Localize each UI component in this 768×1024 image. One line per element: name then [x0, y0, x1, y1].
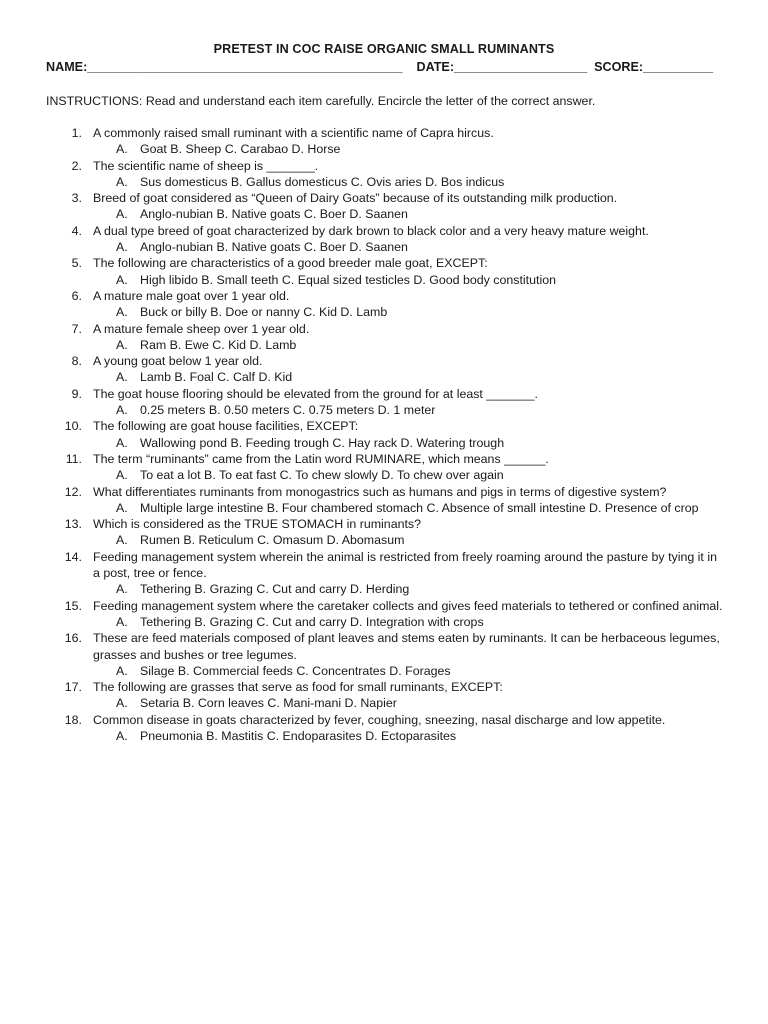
choice-options-text: Tethering B. Grazing C. Cut and carry D. Herding: [140, 582, 410, 597]
question-number: 16.: [64, 631, 82, 646]
question-text: Which is considered as the TRUE STOMACH in ruminants?: [93, 517, 422, 532]
question-item: [46, 353, 726, 386]
question-number: 3.: [71, 191, 82, 206]
question-number: 14.: [64, 549, 82, 564]
answer-choices: [46, 337, 726, 353]
question-text: The following are grasses that serve as food for small ruminants, EXCEPT:: [93, 680, 503, 695]
answer-choices: [46, 581, 726, 597]
choice-list-marker: A.: [116, 207, 128, 222]
choice-list-marker: A.: [116, 696, 128, 711]
question-item: [46, 451, 726, 484]
answer-choices: [46, 728, 726, 744]
choice-options-text: 0.25 meters B. 0.50 meters C. 0.75 meters D. 1 meter: [140, 403, 436, 418]
date-label: DATE:: [416, 60, 455, 74]
choice-list-marker: A.: [116, 272, 128, 287]
answer-choices: [46, 141, 726, 157]
question-number: 2.: [71, 158, 82, 173]
choice-list-marker: A.: [116, 142, 128, 157]
choice-options-text: Silage B. Commercial feeds C. Concentrates D. Forages: [140, 663, 451, 678]
answer-choices: [46, 304, 726, 320]
question-item: [46, 712, 726, 745]
question-item: [46, 484, 726, 517]
choice-options-text: Lamb B. Foal C. Calf D. Kid: [140, 370, 293, 385]
question-item: [46, 386, 726, 419]
answer-choices: [46, 206, 726, 222]
choice-list-marker: A.: [116, 582, 128, 597]
question-item: [46, 255, 726, 288]
document-title: PRETEST IN COC RAISE ORGANIC SMALL RUMINANTS: [213, 42, 555, 56]
choice-list-marker: A.: [116, 468, 128, 483]
choice-list-marker: A.: [116, 614, 128, 629]
question-text: Feeding management system wherein the animal is restricted from freely roaming around the pasture by tying it in a post, tree or fence.: [93, 549, 717, 581]
question-item: [46, 598, 726, 631]
choice-options-text: Anglo-nubian B. Native goats C. Boer D. Saanen: [140, 207, 408, 222]
question-text: Breed of goat considered as “Queen of Dairy Goats” because of its outstanding milk production.: [93, 191, 618, 206]
choice-options-text: Sus domesticus B. Gallus domesticus C. Ovis aries D. Bos indicus: [140, 174, 505, 189]
question-item: [46, 549, 726, 598]
answer-choices: [46, 500, 726, 516]
choice-list-marker: A.: [116, 174, 128, 189]
question-number: 6.: [71, 288, 82, 303]
question-number: 9.: [71, 386, 82, 401]
question-number: 13.: [64, 517, 82, 532]
question-number: 4.: [71, 223, 82, 238]
choice-list-marker: A.: [116, 663, 128, 678]
question-text: Feeding management system where the caretaker collects and gives feed materials to tethered or confined animal.: [93, 598, 723, 613]
name-label: NAME:: [46, 60, 88, 74]
question-item: [46, 288, 726, 321]
question-text: A mature male goat over 1 year old.: [93, 288, 290, 303]
question-text: The following are goat house facilities, EXCEPT:: [93, 419, 359, 434]
choice-list-marker: A.: [116, 337, 128, 352]
student-info-line: [46, 60, 726, 74]
choice-list-marker: A.: [116, 370, 128, 385]
question-list: [46, 125, 726, 744]
question-text: The goat house flooring should be elevated from the ground for at least _______.: [93, 386, 538, 401]
choice-options-text: To eat a lot B. To eat fast C. To chew slowly D. To chew over again: [140, 468, 504, 483]
choice-list-marker: A.: [116, 240, 128, 255]
name-blank: _____________________________________________: [87, 60, 403, 74]
question-number: 12.: [64, 484, 82, 499]
choice-list-marker: A.: [116, 500, 128, 515]
date-blank: ___________________: [454, 60, 588, 74]
answer-choices: [46, 663, 726, 679]
question-number: 5.: [71, 256, 82, 271]
answer-choices: [46, 402, 726, 418]
question-text: The term “ruminants” came from the Latin word RUMINARE, which means ______.: [93, 451, 549, 466]
answer-choices: [46, 239, 726, 255]
question-text: A young goat below 1 year old.: [93, 354, 263, 369]
question-number: 10.: [64, 419, 82, 434]
choice-list-marker: A.: [116, 728, 128, 743]
instructions-text: INSTRUCTIONS: Read and understand each item carefully. Encircle the letter of the correct answer.: [46, 94, 596, 108]
question-item: [46, 418, 726, 451]
choice-list-marker: A.: [116, 305, 128, 320]
question-item: [46, 516, 726, 549]
question-item: [46, 630, 726, 679]
question-item: [46, 158, 726, 191]
answer-choices: [46, 614, 726, 630]
question-text: These are feed materials composed of plant leaves and stems eaten by ruminants. It can be herbaceous legumes, grasses and bushes or tree legumes.: [93, 631, 720, 662]
answer-choices: [46, 695, 726, 711]
question-item: [46, 190, 726, 223]
question-text: A mature female sheep over 1 year old.: [93, 321, 310, 336]
answer-choices: [46, 532, 726, 548]
choice-options-text: High libido B. Small teeth C. Equal sized testicles D. Good body constitution: [140, 272, 556, 287]
choice-options-text: Anglo-nubian B. Native goats C. Boer D. Saanen: [140, 240, 408, 255]
choice-list-marker: A.: [116, 435, 128, 450]
question-item: [46, 679, 726, 712]
question-text: A commonly raised small ruminant with a scientific name of Capra hircus.: [93, 126, 494, 140]
choice-options-text: Setaria B. Corn leaves C. Mani-mani D. Napier: [140, 696, 397, 711]
choice-options-text: Pneumonia B. Mastitis C. Endoparasites D. Ectoparasites: [140, 728, 457, 743]
choice-list-marker: A.: [116, 403, 128, 418]
question-text: The following are characteristics of a good breeder male goat, EXCEPT:: [93, 256, 488, 271]
choice-options-text: Multiple large intestine B. Four chambered stomach C. Absence of small intestine D. Presence of crop: [140, 500, 699, 515]
score-label: SCORE:: [594, 60, 644, 74]
choice-options-text: Wallowing pond B. Feeding trough C. Hay rack D. Watering trough: [140, 435, 505, 450]
choice-options-text: Ram B. Ewe C. Kid D. Lamb: [140, 337, 297, 352]
question-number: 18.: [64, 712, 82, 727]
question-number: 15.: [64, 598, 82, 613]
question-text: The scientific name of sheep is _______.: [93, 158, 319, 173]
choice-options-text: Goat B. Sheep C. Carabao D. Horse: [140, 142, 341, 157]
question-number: 11.: [65, 451, 82, 466]
question-number: 8.: [71, 354, 82, 369]
question-number: 1.: [71, 126, 82, 140]
answer-choices: [46, 467, 726, 483]
answer-choices: [46, 174, 726, 190]
question-text: A dual type breed of goat characterized by dark brown to black color and a very heavy mature weight.: [93, 223, 649, 238]
question-item: [46, 321, 726, 354]
choice-options-text: Buck or billy B. Doe or nanny C. Kid D. Lamb: [140, 305, 388, 320]
question-text: Common disease in goats characterized by fever, coughing, sneezing, nasal discharge and low appetite.: [93, 712, 666, 727]
question-number: 17.: [64, 680, 82, 695]
answer-choices: [46, 435, 726, 451]
choice-options-text: Tethering B. Grazing C. Cut and carry D. Integration with crops: [140, 614, 484, 629]
question-number: 7.: [71, 321, 82, 336]
choice-list-marker: A.: [116, 533, 128, 548]
score-blank: __________: [643, 60, 714, 74]
question-text: What differentiates ruminants from monogastrics such as humans and pigs in terms of digestive system?: [93, 484, 667, 499]
answer-choices: [46, 369, 726, 385]
question-item: [46, 125, 726, 158]
choice-options-text: Rumen B. Reticulum C. Omasum D. Abomasum: [140, 533, 405, 548]
question-item: [46, 223, 726, 256]
answer-choices: [46, 272, 726, 288]
